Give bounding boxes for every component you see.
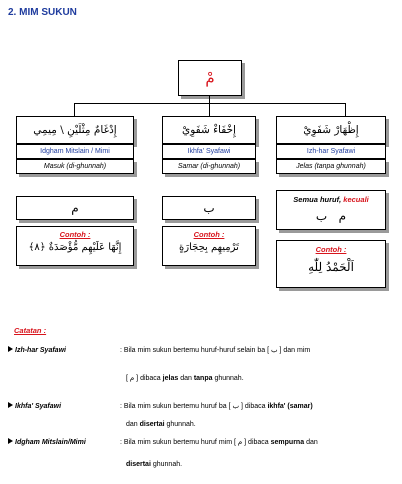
ikhfa-desc-box — [162, 159, 256, 174]
note-row-izhhar — [8, 346, 66, 354]
note-izhhar-l2c: dan — [180, 375, 192, 382]
note-idgham-line1 — [120, 438, 318, 446]
ikhfa-heading-arabic: إِخْفَاءْ شَفَوِيْ — [182, 124, 236, 136]
ikhfa-contoh-label: Contoh : — [193, 230, 225, 239]
idgham-desc: Masuk (di-ghunnah) — [43, 163, 107, 170]
ikhfa-letter: ب — [203, 201, 215, 215]
note-ikhfa-line2 — [126, 421, 196, 428]
izhhar-heading-arabic: إِظْهَارْ شَفَوِيْ — [303, 124, 359, 136]
connector-right — [345, 103, 346, 116]
idgham-heading-arabic: إِدْغَامٌ مِثْلَيْنِ \ مِيمِي — [33, 124, 117, 136]
izhhar-kecuali: kecuali — [343, 195, 369, 204]
ikhfa-name-box — [162, 144, 256, 159]
note-izhhar-l2e: ghunnah. — [214, 375, 244, 382]
izhhar-name: Izh-har Syafawi — [306, 148, 356, 155]
note-idgham-l1a: : Bila mim sukun bertemu huruf mim [ م ] dibaca — [120, 439, 269, 446]
ikhfa-example: تَرْمِيهِم بِحِجَارَةٍ — [179, 242, 239, 253]
triangle-bullet-icon — [8, 346, 13, 352]
idgham-example-box — [16, 226, 134, 266]
note-term-ikhfa: Ikhfa' Syafawi — [15, 403, 62, 410]
ikhfa-example-box — [162, 226, 256, 266]
idgham-name: Idgham Mitslain / Mimi — [40, 148, 110, 155]
ikhfa-desc: Samar (di-ghunnah) — [177, 163, 241, 170]
note-idgham-l1c: dan — [306, 439, 318, 446]
connector-left — [74, 103, 75, 116]
page-title: 2. MIM SUKUN — [8, 7, 77, 18]
idgham-name-box — [16, 144, 134, 159]
idgham-contoh-label: Contoh : — [59, 230, 91, 239]
ikhfa-heading-box — [162, 116, 256, 144]
note-izhhar-l2a: [ م ] dibaca — [126, 375, 161, 382]
note-term-izhhar: Izh-har Syafawi — [15, 347, 66, 354]
note-idgham-sempurna: sempurna — [270, 439, 305, 446]
note-row-idgham — [8, 438, 86, 446]
izhhar-heading-box — [276, 116, 386, 144]
izhhar-semua: Semua huruf, — [293, 195, 342, 204]
note-izhhar-line2 — [126, 374, 244, 382]
note-izhhar-jelas: jelas — [162, 375, 179, 382]
ikhfa-letter-box — [162, 196, 256, 220]
idgham-letter: م — [71, 201, 79, 215]
note-ikhfa-line1 — [120, 402, 313, 410]
root-box — [178, 60, 242, 96]
triangle-bullet-icon — [8, 402, 13, 408]
izhhar-semua-line — [277, 195, 385, 204]
idgham-desc-box — [16, 159, 134, 174]
note-ikhfa-disertai: disertai — [139, 421, 165, 428]
idgham-letter-box — [16, 196, 134, 220]
note-term-idgham: Idgham Mitslain/Mimi — [15, 439, 86, 446]
idgham-heading-box — [16, 116, 134, 144]
note-izhhar-tanpa: tanpa — [193, 375, 213, 382]
ikhfa-name: Ikhfa' Syafawi — [187, 148, 231, 155]
izhhar-name-box — [276, 144, 386, 159]
note-ikhfa-l1a: : Bila mim sukun bertemu huruf ba [ ب ] dibaca — [120, 403, 266, 410]
izhhar-desc: Jelas (tanpa ghunnah) — [296, 163, 366, 170]
note-idgham-line2 — [126, 461, 182, 468]
connector-mid — [209, 103, 210, 116]
izhhar-letters: م ب — [315, 209, 347, 223]
izhhar-contoh-label: Contoh : — [315, 245, 347, 254]
izhhar-example: اَلْحَمْدُ لِلّٰهِ — [308, 260, 354, 274]
connector-horizontal — [74, 103, 346, 104]
izhhar-desc-box — [276, 159, 386, 174]
note-izhhar-line1: : Bila mim sukun bertemu huruf-huruf selain ba [ ب ] dan mim — [120, 347, 311, 354]
idgham-example: إِنَّهَا عَلَيْهِم مُّؤْصَدَةٌ ﴿٨﴾ — [28, 242, 122, 253]
note-idgham-l2b: ghunnah. — [152, 461, 183, 468]
note-ikhfa-l2c: ghunnah. — [166, 421, 196, 428]
note-ikhfa-l2a: dan — [126, 421, 138, 428]
triangle-bullet-icon — [8, 438, 13, 444]
izhhar-example-box — [276, 240, 386, 288]
connector-root-down — [209, 96, 210, 103]
note-ikhfa-samar: ikhfa' (samar) — [267, 403, 313, 410]
root-letter: مْ — [205, 69, 215, 87]
note-idgham-disertai: disertai — [126, 461, 151, 468]
catatan-heading: Catatan : — [14, 326, 47, 335]
izhhar-letter-box — [276, 190, 386, 230]
note-row-ikhfa — [8, 402, 61, 410]
